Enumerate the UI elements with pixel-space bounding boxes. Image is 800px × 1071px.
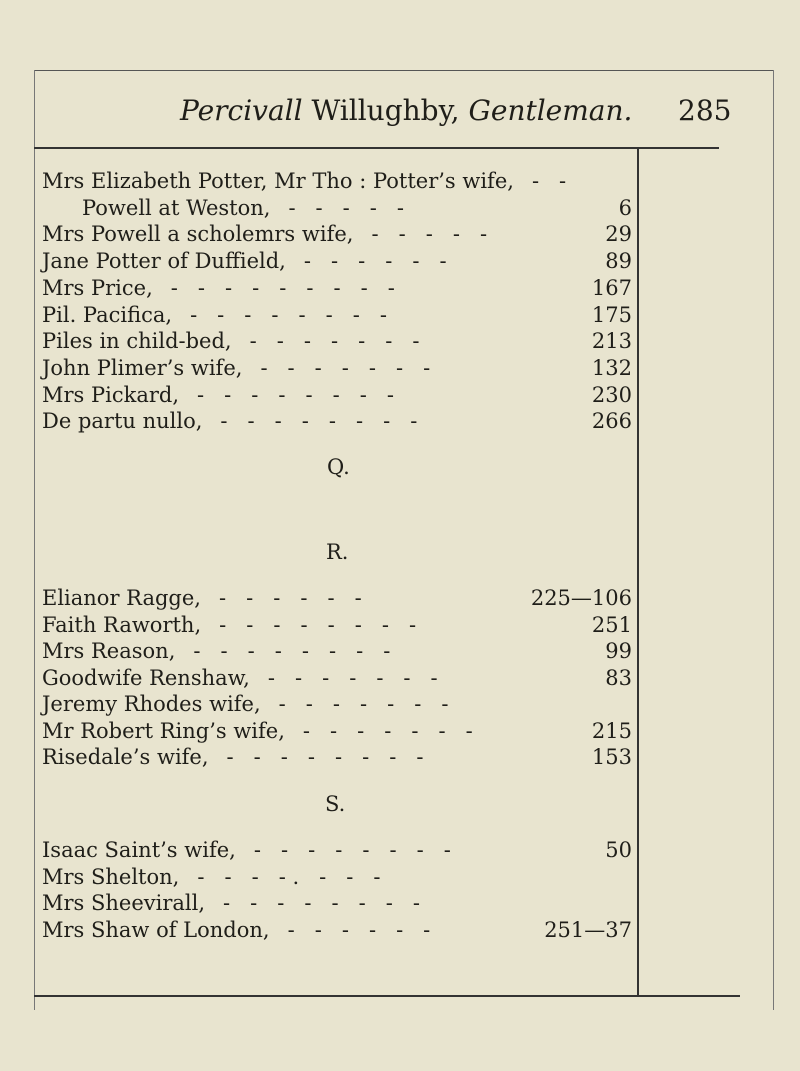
index-entry <box>42 891 632 917</box>
index-entry <box>42 586 632 612</box>
entry-page-ref: 213 <box>591 329 632 354</box>
entry-name: Piles in child-bed, <box>42 329 232 354</box>
entry-page-ref: 167 <box>591 275 632 300</box>
entry-name: Mrs Price, <box>42 275 153 300</box>
entry-name: Mrs Reason, <box>42 639 176 663</box>
section-letter: R. <box>326 540 349 564</box>
entry-page-ref: 132 <box>591 355 632 380</box>
entry-name: Jane Potter of Duffield, <box>42 249 286 274</box>
leader-dashes: - - - - - - - - <box>223 891 420 915</box>
entry-name: Risedale’s wife, <box>42 745 209 769</box>
entry-page-ref: 29 <box>605 222 632 247</box>
entry-page-ref: 230 <box>591 382 632 407</box>
section-letter: S. <box>325 792 346 816</box>
entry-page-ref: 266 <box>591 409 632 434</box>
entry-name: Mr Robert Ring’s wife, <box>42 718 285 743</box>
leader-dashes: - - - - - - <box>303 249 447 274</box>
index-entry <box>42 865 632 891</box>
page-edge <box>773 70 774 1010</box>
index-entry <box>42 666 632 692</box>
index-entry <box>42 613 632 639</box>
entry-name: Mrs Sheevirall, <box>42 891 206 915</box>
leader-dashes: - - - - - - - - <box>226 745 424 769</box>
entry-page-ref: 83 <box>605 665 632 690</box>
leader-dashes: - - - - - <box>288 195 405 220</box>
entry-name: Jeremy Rhodes wife, <box>42 692 261 716</box>
bottom-rule <box>34 995 740 997</box>
entry-name: Elianor Ragge, <box>42 586 201 610</box>
top-rule <box>34 147 719 149</box>
section-letter: Q. <box>327 455 350 479</box>
entry-name: Isaac Saint’s wife, <box>42 838 236 862</box>
title-italic-part: Gentleman. <box>468 94 633 127</box>
leader-dashes: - - - - - <box>371 222 488 247</box>
leader-dashes: - - - - - - <box>287 917 431 942</box>
entry-name: John Plimer’s wife, <box>42 355 243 380</box>
index-entry <box>42 383 632 409</box>
entry-page-ref: 215 <box>591 718 632 743</box>
index-entry <box>42 918 632 944</box>
entry-page-ref: 175 <box>591 302 632 327</box>
index-entry <box>42 196 632 222</box>
entry-name: Pil. Pacifica, <box>42 302 173 327</box>
leader-dashes: - - - - - - - <box>278 692 449 716</box>
leader-dashes: - - - - - - - <box>260 355 431 380</box>
index-entry <box>42 249 632 275</box>
page-edge <box>34 70 774 71</box>
entry-name: Mrs Pickard, <box>42 382 180 407</box>
entry-name: Mrs Powell a scholemrs wife, <box>42 222 354 247</box>
leader-dashes: - - - - - - - - <box>193 639 391 663</box>
index-entry <box>42 169 632 195</box>
leader-dashes: - - - - - - - - <box>220 409 418 434</box>
entry-page-ref: 251—37 <box>544 917 632 942</box>
leader-dashes: - - - - - - - - - <box>170 275 395 300</box>
running-title <box>180 94 632 127</box>
leader-dashes: - - - - - - - - <box>219 612 417 637</box>
entry-name: De partu nullo, <box>42 409 203 434</box>
leader-dashes: - - - - - - - - <box>253 838 451 862</box>
entry-name: Goodwife Renshaw, <box>42 665 250 690</box>
entry-name: Powell at Weston, <box>82 195 271 220</box>
entry-page-ref: 89 <box>605 249 632 274</box>
entry-page-ref: 99 <box>605 639 632 663</box>
index-entry <box>42 692 632 718</box>
entry-page-ref: 6 <box>618 195 632 220</box>
leader-dashes: - - - - - - - <box>249 329 420 354</box>
entry-name: Faith Raworth, <box>42 612 202 637</box>
index-entry <box>42 276 632 302</box>
leader-dashes: - - - - - - - <box>302 718 473 743</box>
entry-page-ref: 153 <box>591 745 632 769</box>
index-entry <box>42 409 632 435</box>
page-number: 285 <box>678 94 732 127</box>
leader-dashes: - - - - - - - - <box>190 302 388 327</box>
entry-name: Mrs Shelton, <box>42 864 180 889</box>
index-entry <box>42 329 632 355</box>
column-rule <box>637 147 639 996</box>
leader-dashes: - - - - - - - <box>267 665 438 690</box>
title-plain-part: Willughby, <box>311 94 460 127</box>
entry-page-ref: 50 <box>605 838 632 862</box>
index-entry <box>42 745 632 771</box>
index-entry <box>42 222 632 248</box>
leader-dashes: - - <box>531 169 567 193</box>
index-entry <box>42 639 632 665</box>
entry-name: Mrs Shaw of London, <box>42 917 270 942</box>
entry-page-ref: 251 <box>591 612 632 637</box>
leader-dashes: - - - - - - - - <box>197 382 394 407</box>
leader-dashes: - - - - . - - - <box>197 864 381 889</box>
index-entry <box>42 356 632 382</box>
index-entry <box>42 303 632 329</box>
entry-page-ref: 225—106 <box>530 586 632 610</box>
leader-dashes: - - - - - - <box>218 586 362 610</box>
title-italic-part: Percivall <box>180 94 303 127</box>
entry-name: Mrs Elizabeth Potter, Mr Tho : Potter’s wife, <box>42 169 514 193</box>
index-entry <box>42 719 632 745</box>
page-edge <box>34 70 35 1010</box>
running-header <box>0 94 800 134</box>
index-entry <box>42 838 632 864</box>
